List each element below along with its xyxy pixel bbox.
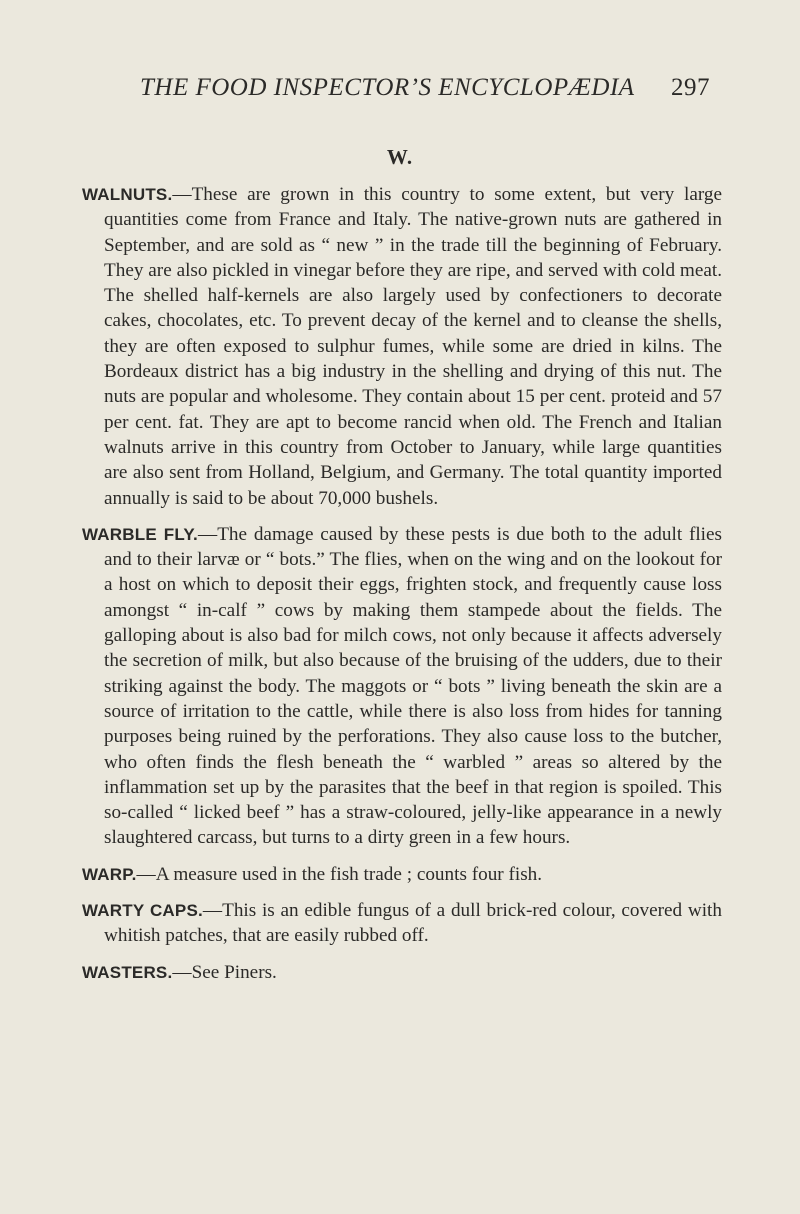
page-number: 297 <box>671 74 710 101</box>
entry-warty-caps <box>82 898 722 949</box>
entry-term: WARBLE FLY. <box>82 524 198 544</box>
entry-warble-fly <box>82 522 722 851</box>
entry-text: —See Piners. <box>172 961 277 983</box>
running-title: THE FOOD INSPECTOR’S ENCYCLOPÆDIA <box>140 74 635 101</box>
entry-warp <box>82 862 722 887</box>
entry-text: —This is an edible fungus of a dull brick-red colour, covered with whitish patches, that are easily rubbed off. <box>104 900 722 947</box>
entry-wasters <box>82 960 722 985</box>
entries-body <box>82 182 722 996</box>
section-letter: W. <box>386 145 414 169</box>
entry-term: WARTY CAPS. <box>82 901 203 921</box>
entry-text: —These are grown in this country to some extent, but very large quantities come from France and Italy. The native-grown nuts are gathered in September, and are sold as “ new ” in the trade till the beginning of February. They are also pickled in vinegar before they are ripe, and served with cold meat. The shelled half-kernels are also largely used by confectioners to decorate cakes, chocolates, etc. To prevent decay of the kernel and to cleanse the shells, they are often exposed to sulphur fumes, while some are dried in kilns. The Bordeaux district has a big industry in the shelling and drying of this nut. The nuts are popular and wholesome. They contain about 15 per cent. proteid and 57 per cent. fat. They are apt to become rancid when old. The French and Italian walnuts arrive in this country from October to January, while large quantities are also sent from Holland, Belgium, and Germany. The total quantity imported annually is said to be about 70,000 bushels. <box>104 184 722 509</box>
entry-term: WALNUTS. <box>82 185 173 204</box>
entry-text: —A measure used in the fish trade ; counts four fish. <box>136 863 543 885</box>
entry-walnuts <box>82 182 722 511</box>
running-header <box>140 74 710 106</box>
entry-term: WARP. <box>82 864 137 884</box>
entry-term: WASTERS. <box>82 962 173 982</box>
entry-text: —The damage caused by these pests is due both to the adult flies and to their larvæ or “ bots.” The flies, when on the wing and on the lookout for a host on which to deposit their eggs, frighten stock, and frequently cause loss amongst “ in-calf ” cows by making them stampede about the fields. The galloping about is also bad for milch cows, not only because it affects adversely the secretion of milk, but also because of the bruising of the udders, due to their striking against the body. The maggots or “ bots ” living beneath the skin are a source of irritation to the cattle, while there is also loss from hides for tanning purposes being ruined by the perforations. They also cause loss to the butcher, who often finds the flesh beneath the “ warbled ” areas so altered by the inflammation set up by the parasites that the beef in that region is spoiled. This so-called “ licked beef ” has a straw-coloured, jelly-like appearance in a newly slaughtered carcass, but turns to a dirty green in a few hours. <box>104 523 722 849</box>
